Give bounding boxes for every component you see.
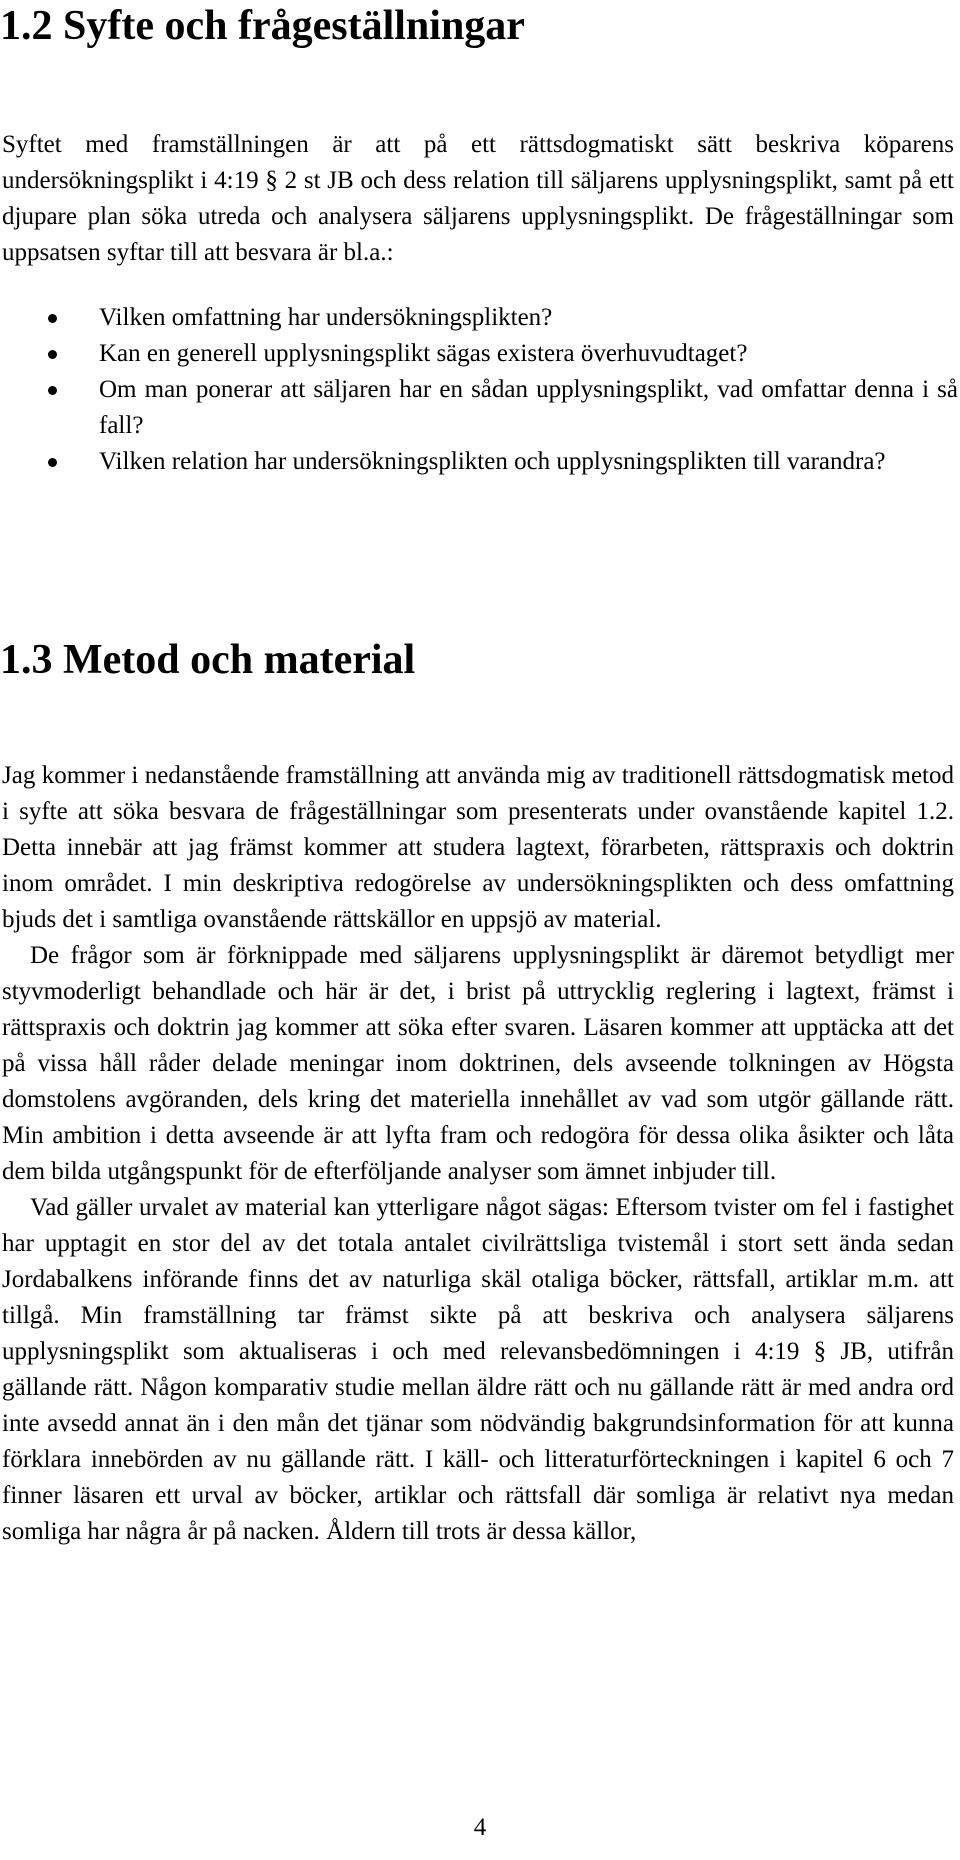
bullet-icon	[48, 386, 57, 395]
list-item-text: Vilken omfattning har undersökningsplikten?	[99, 304, 553, 331]
list-item	[0, 444, 958, 480]
body-paragraph: Jag kommer i nedanstående framställning att använda mig av traditionell rättsdogmatisk metod i syfte att söka besvara de frågeställningar som presenterats under ovanstående kapitel 1.2. Detta innebär att jag främst kommer att studera lagtext, förarbeten, rättspraxis och doktrin inom området. I min deskriptiva redogörelse av undersökningsplikten och dess omfattning bjuds det i samtliga ovanstående rättskällor en uppsjö av material.	[2, 762, 954, 933]
list-item	[0, 336, 958, 372]
section-heading-syfte: 1.2 Syfte och frågeställningar	[0, 3, 525, 49]
list-item	[0, 300, 958, 336]
metod-section-body	[2, 758, 954, 1550]
list-item-text: Vilken relation har undersökningsplikten och upplysningsplikten till varandra?	[99, 448, 886, 475]
bullet-icon	[48, 458, 57, 467]
bullet-icon	[48, 314, 57, 323]
page-number: 4	[473, 1814, 487, 1841]
list-item-text: Om man ponerar att säljaren har en sådan upplysningsplikt, vad omfattar denna i så fall?	[99, 376, 958, 439]
bullet-icon	[48, 350, 57, 359]
body-paragraph: Vad gäller urvalet av material kan ytterligare något sägas: Eftersom tvister om fel i fastighet har upptagit en stor del av det totala antalet civilrättsliga tvistemål i stort sett ända sedan Jordabalkens införande finns det av naturliga skäl otaliga böcker, rättsfall, artiklar m.m. att tillgå. Min framställning tar främst sikte på att beskriva och analysera säljarens upplysningsplikt som aktualiseras i och med relevansbedömningen i 4:19 § JB, utifrån gällande rätt. Någon komparativ studie mellan äldre rätt och nu gällande rätt är med andra ord inte avsedd annat än i den mån det tjänar som nödvändig bakgrundsinformation för att kunna förklara innebörden av nu gällande rätt. I käll- och litteraturförteckningen i kapitel 6 och 7 finner läsaren ett urval av böcker, artiklar och rättsfall där somliga är relativt nya medan somliga har några år på nacken. Åldern till trots är dessa källor,	[2, 1194, 954, 1545]
list-item-text: Kan en generell upplysningsplikt sägas existera överhuvudtaget?	[99, 340, 748, 367]
section-heading-metod: 1.3 Metod och material	[0, 637, 416, 683]
question-list	[0, 300, 958, 480]
body-paragraph: De frågor som är förknippade med säljarens upplysningsplikt är däremot betydligt mer styvmoderligt behandlade och här är det, i brist på uttrycklig reglering i lagtext, främst i rättspraxis och doktrin jag kommer att söka efter svaren. Läsaren kommer att upptäcka att det på vissa håll råder delade meningar inom doktrinen, dels avseende tolkningen av Högsta domstolens avgöranden, dels kring det materiella innehållet av vad som utgör gällande rätt. Min ambition i detta avseende är att lyfta fram och redogöra för dessa olika åsikter och låta dem bilda utgångspunkt för de efterföljande analyser som ämnet inbjuder till.	[2, 942, 954, 1185]
intro-paragraph: Syftet med framställningen är att på ett rättsdogmatiskt sätt beskriva köparens undersökningsplikt i 4:19 § 2 st JB och dess relation till säljarens upplysningsplikt, samt på ett djupare plan söka utreda och analysera säljarens upplysningsplikt. De frågeställningar som uppsatsen syftar till att besvara är bl.a.:	[2, 131, 954, 266]
list-item	[0, 372, 958, 444]
